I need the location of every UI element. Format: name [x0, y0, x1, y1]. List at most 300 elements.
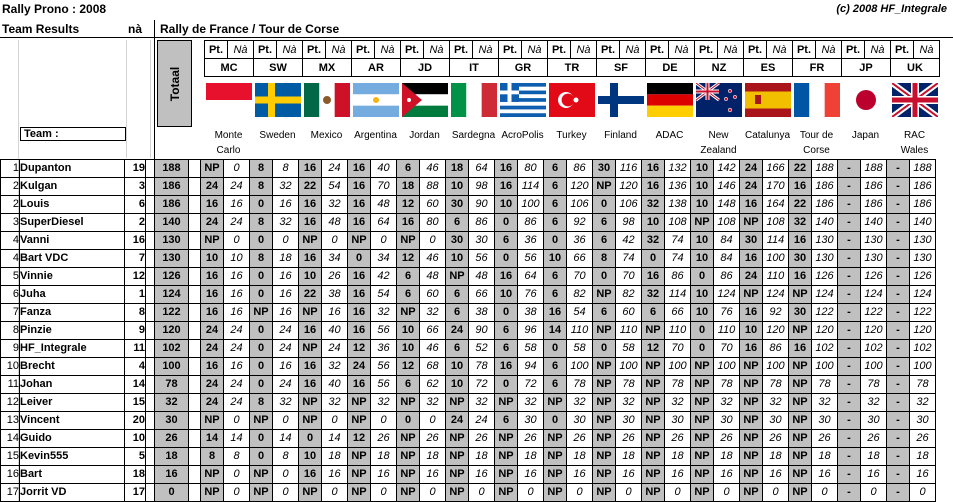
- cumulative-cell: 26: [763, 430, 789, 448]
- total-cell: 78: [155, 376, 189, 394]
- cumulative-cell: 186: [812, 196, 838, 214]
- cumulative-cell: 26: [714, 430, 740, 448]
- cumulative-cell: 92: [567, 214, 593, 232]
- cumulative-cell: 0: [273, 412, 299, 430]
- points-cell: NP: [299, 412, 322, 430]
- table-row: [1, 448, 936, 466]
- pt-header: Pt.: [254, 41, 277, 59]
- cumulative-cell: 26: [371, 430, 397, 448]
- cumulative-cell: 38: [322, 286, 348, 304]
- points-cell: 0: [250, 286, 273, 304]
- points-cell: NP: [250, 484, 273, 502]
- cumulative-cell: 126: [910, 268, 936, 286]
- team-name: Vanni: [20, 232, 125, 250]
- points-cell: 6: [446, 340, 469, 358]
- cumulative-cell: 142: [714, 160, 740, 178]
- cumulative-cell: 16: [273, 286, 299, 304]
- page-title: Rally Prono : 2008: [2, 2, 107, 16]
- na-value: 11: [125, 340, 146, 358]
- cumulative-cell: 16: [763, 466, 789, 484]
- cumulative-cell: 102: [910, 340, 936, 358]
- na-value: 17: [125, 484, 146, 502]
- points-cell: 16: [201, 304, 224, 322]
- cumulative-cell: 16: [322, 466, 348, 484]
- points-cell: 10: [691, 196, 714, 214]
- cumulative-cell: 130: [910, 250, 936, 268]
- cumulative-cell: 100: [763, 358, 789, 376]
- pt-header: Pt.: [548, 41, 571, 59]
- cumulative-cell: 18: [812, 448, 838, 466]
- points-cell: 6: [544, 268, 567, 286]
- points-cell: 10: [397, 340, 420, 358]
- cumulative-cell: 148: [714, 196, 740, 214]
- points-cell: 10: [691, 250, 714, 268]
- points-cell: 6: [544, 376, 567, 394]
- cumulative-cell: 42: [616, 232, 642, 250]
- pt-header: Pt.: [597, 41, 620, 59]
- cumulative-cell: 170: [763, 178, 789, 196]
- cumulative-cell: 26: [812, 430, 838, 448]
- cumulative-cell: 14: [273, 430, 299, 448]
- cumulative-cell: 18: [714, 448, 740, 466]
- cumulative-cell: 106: [616, 196, 642, 214]
- cumulative-cell: 66: [469, 286, 495, 304]
- cumulative-cell: 136: [665, 178, 691, 196]
- points-cell: NP: [495, 484, 518, 502]
- points-cell: NP: [446, 466, 469, 484]
- cumulative-cell: 90: [469, 322, 495, 340]
- team-name: Kevin555: [20, 448, 125, 466]
- na-value: 10: [125, 430, 146, 448]
- spacer: [189, 466, 201, 484]
- points-cell: 24: [201, 178, 224, 196]
- flag-germany-icon: [647, 83, 693, 117]
- cumulative-cell: 32: [812, 394, 838, 412]
- points-cell: 0: [593, 196, 616, 214]
- points-cell: 12: [397, 196, 420, 214]
- points-cell: NP: [348, 394, 371, 412]
- cumulative-cell: 0: [224, 232, 250, 250]
- team-name: Dupanton: [20, 160, 125, 178]
- flag-italy-icon: [451, 83, 497, 117]
- points-cell: -: [887, 196, 910, 214]
- cumulative-cell: 108: [665, 214, 691, 232]
- points-cell: NP: [789, 412, 812, 430]
- points-cell: 24: [201, 376, 224, 394]
- rally-code-ar: AR: [352, 59, 401, 77]
- cumulative-cell: 24: [273, 322, 299, 340]
- cumulative-cell: 24: [224, 376, 250, 394]
- points-cell: 30: [593, 160, 616, 178]
- na-value: 6: [125, 196, 146, 214]
- cumulative-cell: 130: [812, 250, 838, 268]
- points-cell: 0: [495, 376, 518, 394]
- rally-heading: Rally de France / Tour de Corse: [160, 22, 340, 36]
- cumulative-cell: 30: [910, 412, 936, 430]
- table-row: [1, 160, 936, 178]
- cumulative-cell: 24: [224, 394, 250, 412]
- cumulative-cell: 30: [812, 412, 838, 430]
- points-cell: -: [887, 430, 910, 448]
- cumulative-cell: 38: [518, 304, 544, 322]
- points-cell: 14: [201, 430, 224, 448]
- points-cell: 16: [299, 160, 322, 178]
- cumulative-cell: 140: [910, 214, 936, 232]
- spacer: [189, 268, 201, 286]
- spacer: [189, 214, 201, 232]
- rank-cell: 16: [1, 466, 20, 484]
- cumulative-cell: 0: [371, 232, 397, 250]
- points-cell: 16: [544, 304, 567, 322]
- points-cell: NP: [789, 286, 812, 304]
- points-cell: 8: [201, 448, 224, 466]
- spacer: [189, 448, 201, 466]
- cumulative-cell: 78: [714, 376, 740, 394]
- points-cell: 0: [250, 322, 273, 340]
- cumulative-cell: 70: [616, 268, 642, 286]
- points-cell: 16: [789, 268, 812, 286]
- cumulative-cell: 8: [273, 160, 299, 178]
- cumulative-cell: 94: [518, 358, 544, 376]
- points-cell: 30: [789, 250, 812, 268]
- points-cell: -: [838, 160, 861, 178]
- cumulative-cell: 58: [518, 340, 544, 358]
- points-cell: -: [838, 196, 861, 214]
- points-cell: 8: [593, 250, 616, 268]
- cumulative-cell: 16: [812, 466, 838, 484]
- points-cell: 16: [348, 178, 371, 196]
- cumulative-cell: 110: [763, 268, 789, 286]
- cumulative-cell: 32: [371, 304, 397, 322]
- points-cell: 8: [250, 214, 273, 232]
- points-cell: NP: [642, 358, 665, 376]
- points-cell: 8: [250, 250, 273, 268]
- flag-sweden-icon: [255, 83, 301, 117]
- cumulative-cell: 58: [616, 340, 642, 358]
- cumulative-cell: 26: [861, 430, 887, 448]
- points-cell: NP: [691, 358, 714, 376]
- cumulative-cell: 138: [665, 196, 691, 214]
- points-cell: 6: [593, 214, 616, 232]
- team-name: SuperDiesel: [20, 214, 125, 232]
- points-cell: NP: [348, 448, 371, 466]
- rally-code-it: IT: [450, 59, 499, 77]
- cumulative-cell: 0: [714, 484, 740, 502]
- table-row: [1, 340, 936, 358]
- cumulative-cell: 126: [812, 268, 838, 286]
- na-header: Nà: [473, 41, 499, 59]
- table-row: [1, 466, 936, 484]
- points-cell: NP: [299, 340, 322, 358]
- cumulative-cell: 54: [322, 178, 348, 196]
- spacer: [189, 250, 201, 268]
- team-name: Leiver: [20, 394, 125, 412]
- points-cell: 10: [740, 322, 763, 340]
- cumulative-cell: 146: [714, 178, 740, 196]
- pt-header: Pt.: [352, 41, 375, 59]
- points-cell: NP: [446, 430, 469, 448]
- na-value: 9: [125, 322, 146, 340]
- cumulative-cell: 120: [812, 322, 838, 340]
- na-value: 12: [125, 268, 146, 286]
- points-cell: 16: [495, 358, 518, 376]
- points-cell: 22: [299, 286, 322, 304]
- cumulative-cell: 116: [616, 160, 642, 178]
- na-header: Nà: [865, 41, 891, 59]
- flag-uk-icon: [892, 83, 938, 117]
- cumulative-cell: 124: [910, 286, 936, 304]
- points-cell: 24: [201, 322, 224, 340]
- cumulative-cell: 102: [861, 340, 887, 358]
- cumulative-cell: 40: [322, 376, 348, 394]
- points-cell: 0: [495, 214, 518, 232]
- points-cell: NP: [446, 484, 469, 502]
- na-value: 15: [125, 394, 146, 412]
- spacer: [189, 394, 201, 412]
- cumulative-cell: 86: [567, 160, 593, 178]
- points-cell: 16: [299, 214, 322, 232]
- cumulative-cell: 100: [763, 250, 789, 268]
- cumulative-cell: 24: [273, 340, 299, 358]
- cumulative-cell: 26: [469, 430, 495, 448]
- cumulative-cell: 16: [273, 268, 299, 286]
- points-cell: 12: [642, 340, 665, 358]
- flag-argentina-icon: [353, 83, 399, 117]
- cumulative-cell: 24: [469, 412, 495, 430]
- points-cell: NP: [250, 466, 273, 484]
- points-cell: 6: [544, 178, 567, 196]
- rally-code-sw: SW: [254, 59, 303, 77]
- points-cell: 16: [348, 160, 371, 178]
- points-cell: NP: [642, 430, 665, 448]
- rally-code-mc: MC: [205, 59, 254, 77]
- cumulative-cell: 100: [518, 196, 544, 214]
- points-cell: -: [887, 322, 910, 340]
- points-cell: -: [887, 412, 910, 430]
- cumulative-cell: 98: [616, 214, 642, 232]
- total-cell: 124: [155, 286, 189, 304]
- cumulative-cell: 0: [567, 484, 593, 502]
- cumulative-cell: 60: [420, 196, 446, 214]
- cumulative-cell: 130: [861, 250, 887, 268]
- table-row: [1, 376, 936, 394]
- points-cell: NP: [740, 358, 763, 376]
- rank-cell: 17: [1, 484, 20, 502]
- points-cell: NP: [789, 430, 812, 448]
- spacer: [146, 268, 155, 286]
- points-cell: 0: [348, 250, 371, 268]
- cumulative-cell: 32: [861, 394, 887, 412]
- cumulative-cell: 80: [518, 160, 544, 178]
- rank-cell: 13: [1, 412, 20, 430]
- points-cell: 16: [348, 304, 371, 322]
- points-cell: NP: [299, 232, 322, 250]
- na-header: Nà: [228, 41, 254, 59]
- points-cell: NP: [201, 466, 224, 484]
- spacer: [146, 250, 155, 268]
- cumulative-cell: 36: [371, 340, 397, 358]
- cumulative-cell: 30: [567, 412, 593, 430]
- cumulative-cell: 16: [224, 286, 250, 304]
- spacer: [146, 394, 155, 412]
- na-value: 8: [125, 304, 146, 322]
- cumulative-cell: 0: [665, 484, 691, 502]
- cumulative-cell: 100: [812, 358, 838, 376]
- cumulative-cell: 186: [910, 196, 936, 214]
- na-header: Nà: [767, 41, 793, 59]
- points-cell: NP: [691, 448, 714, 466]
- cumulative-cell: 78: [469, 358, 495, 376]
- points-cell: 10: [691, 232, 714, 250]
- points-cell: NP: [593, 430, 616, 448]
- points-cell: 30: [446, 196, 469, 214]
- spacer: [146, 484, 155, 502]
- cumulative-cell: 0: [616, 484, 642, 502]
- cumulative-cell: 66: [420, 322, 446, 340]
- cumulative-cell: 114: [518, 178, 544, 196]
- cumulative-cell: 130: [910, 232, 936, 250]
- points-cell: 8: [250, 178, 273, 196]
- points-cell: 16: [348, 214, 371, 232]
- points-cell: 6: [495, 412, 518, 430]
- total-cell: 186: [155, 196, 189, 214]
- points-cell: -: [838, 268, 861, 286]
- cumulative-cell: 0: [273, 466, 299, 484]
- cumulative-cell: 120: [861, 322, 887, 340]
- points-cell: -: [838, 412, 861, 430]
- points-cell: 32: [642, 196, 665, 214]
- points-cell: -: [887, 214, 910, 232]
- copyright-text: (c) 2008 HF_Integrale: [836, 3, 947, 15]
- rank-cell: 10: [1, 358, 20, 376]
- cumulative-cell: 0: [322, 412, 348, 430]
- points-cell: NP: [593, 412, 616, 430]
- flag-greece-icon: [500, 83, 546, 117]
- cumulative-cell: 32: [322, 394, 348, 412]
- cumulative-cell: 32: [420, 394, 446, 412]
- cumulative-cell: 122: [910, 304, 936, 322]
- rally-code-jd: JD: [401, 59, 450, 77]
- cumulative-cell: 48: [469, 268, 495, 286]
- points-cell: NP: [740, 394, 763, 412]
- rally-name-mc: Monte Carlo: [214, 130, 243, 156]
- cumulative-cell: 90: [469, 196, 495, 214]
- cumulative-cell: 114: [665, 286, 691, 304]
- points-cell: 6: [397, 286, 420, 304]
- rally-name-sf: Finland: [604, 130, 637, 141]
- pt-header: Pt.: [499, 41, 522, 59]
- points-cell: NP: [593, 376, 616, 394]
- cumulative-cell: 34: [371, 250, 397, 268]
- cumulative-cell: 30: [518, 412, 544, 430]
- points-cell: NP: [593, 286, 616, 304]
- points-cell: 30: [789, 304, 812, 322]
- points-cell: 16: [495, 160, 518, 178]
- points-cell: 10: [495, 286, 518, 304]
- points-cell: NP: [299, 394, 322, 412]
- cumulative-cell: 18: [518, 448, 544, 466]
- rank-cell: 2: [1, 178, 20, 196]
- cumulative-cell: 0: [371, 412, 397, 430]
- cumulative-cell: 76: [714, 304, 740, 322]
- cumulative-cell: 26: [616, 430, 642, 448]
- points-cell: -: [887, 358, 910, 376]
- points-cell: 0: [691, 322, 714, 340]
- points-cell: 18: [446, 160, 469, 178]
- results-table: [0, 159, 936, 502]
- cumulative-cell: 0: [910, 484, 936, 502]
- cumulative-cell: 16: [420, 466, 446, 484]
- rally-code-row: [205, 59, 940, 77]
- points-cell: NP: [495, 448, 518, 466]
- points-cell: 16: [789, 178, 812, 196]
- points-cell: 16: [201, 196, 224, 214]
- team-name: Guido: [20, 430, 125, 448]
- cumulative-cell: 120: [567, 178, 593, 196]
- cumulative-cell: 32: [518, 394, 544, 412]
- spacer: [189, 412, 201, 430]
- cumulative-cell: 124: [714, 286, 740, 304]
- points-cell: 16: [299, 376, 322, 394]
- cumulative-cell: 80: [420, 214, 446, 232]
- points-cell: 16: [789, 232, 812, 250]
- cumulative-cell: 0: [420, 232, 446, 250]
- cumulative-cell: 0: [224, 484, 250, 502]
- total-cell: 140: [155, 214, 189, 232]
- points-cell: NP: [593, 484, 616, 502]
- cumulative-cell: 100: [616, 358, 642, 376]
- rank-cell: 15: [1, 448, 20, 466]
- cumulative-cell: 16: [665, 466, 691, 484]
- cumulative-cell: 100: [714, 358, 740, 376]
- cumulative-cell: 16: [371, 466, 397, 484]
- table-row: [1, 286, 936, 304]
- points-cell: NP: [642, 484, 665, 502]
- cumulative-cell: 56: [371, 322, 397, 340]
- points-cell: 0: [250, 196, 273, 214]
- points-cell: NP: [691, 466, 714, 484]
- points-cell: -: [838, 340, 861, 358]
- points-cell: 16: [201, 268, 224, 286]
- cumulative-cell: 48: [371, 196, 397, 214]
- cumulative-cell: 0: [224, 466, 250, 484]
- spacer: [189, 232, 201, 250]
- rank-cell: 7: [1, 304, 20, 322]
- team-name: Johan: [20, 376, 125, 394]
- points-cell: NP: [691, 214, 714, 232]
- cumulative-cell: 100: [665, 358, 691, 376]
- cumulative-cell: 56: [469, 250, 495, 268]
- points-cell: 10: [446, 178, 469, 196]
- points-cell: 16: [740, 196, 763, 214]
- points-cell: 0: [691, 268, 714, 286]
- rank-cell: 4: [1, 232, 20, 250]
- points-cell: 10: [446, 250, 469, 268]
- points-cell: -: [887, 178, 910, 196]
- points-cell: NP: [740, 484, 763, 502]
- total-cell: 186: [155, 178, 189, 196]
- points-cell: 6: [642, 304, 665, 322]
- team-name: Vinnie: [20, 268, 125, 286]
- points-cell: 10: [397, 322, 420, 340]
- points-cell: -: [887, 160, 910, 178]
- cumulative-cell: 8: [224, 448, 250, 466]
- points-cell: -: [838, 214, 861, 232]
- cumulative-cell: 120: [910, 322, 936, 340]
- spacer: [146, 160, 155, 178]
- cumulative-cell: 82: [567, 286, 593, 304]
- cumulative-cell: 100: [910, 358, 936, 376]
